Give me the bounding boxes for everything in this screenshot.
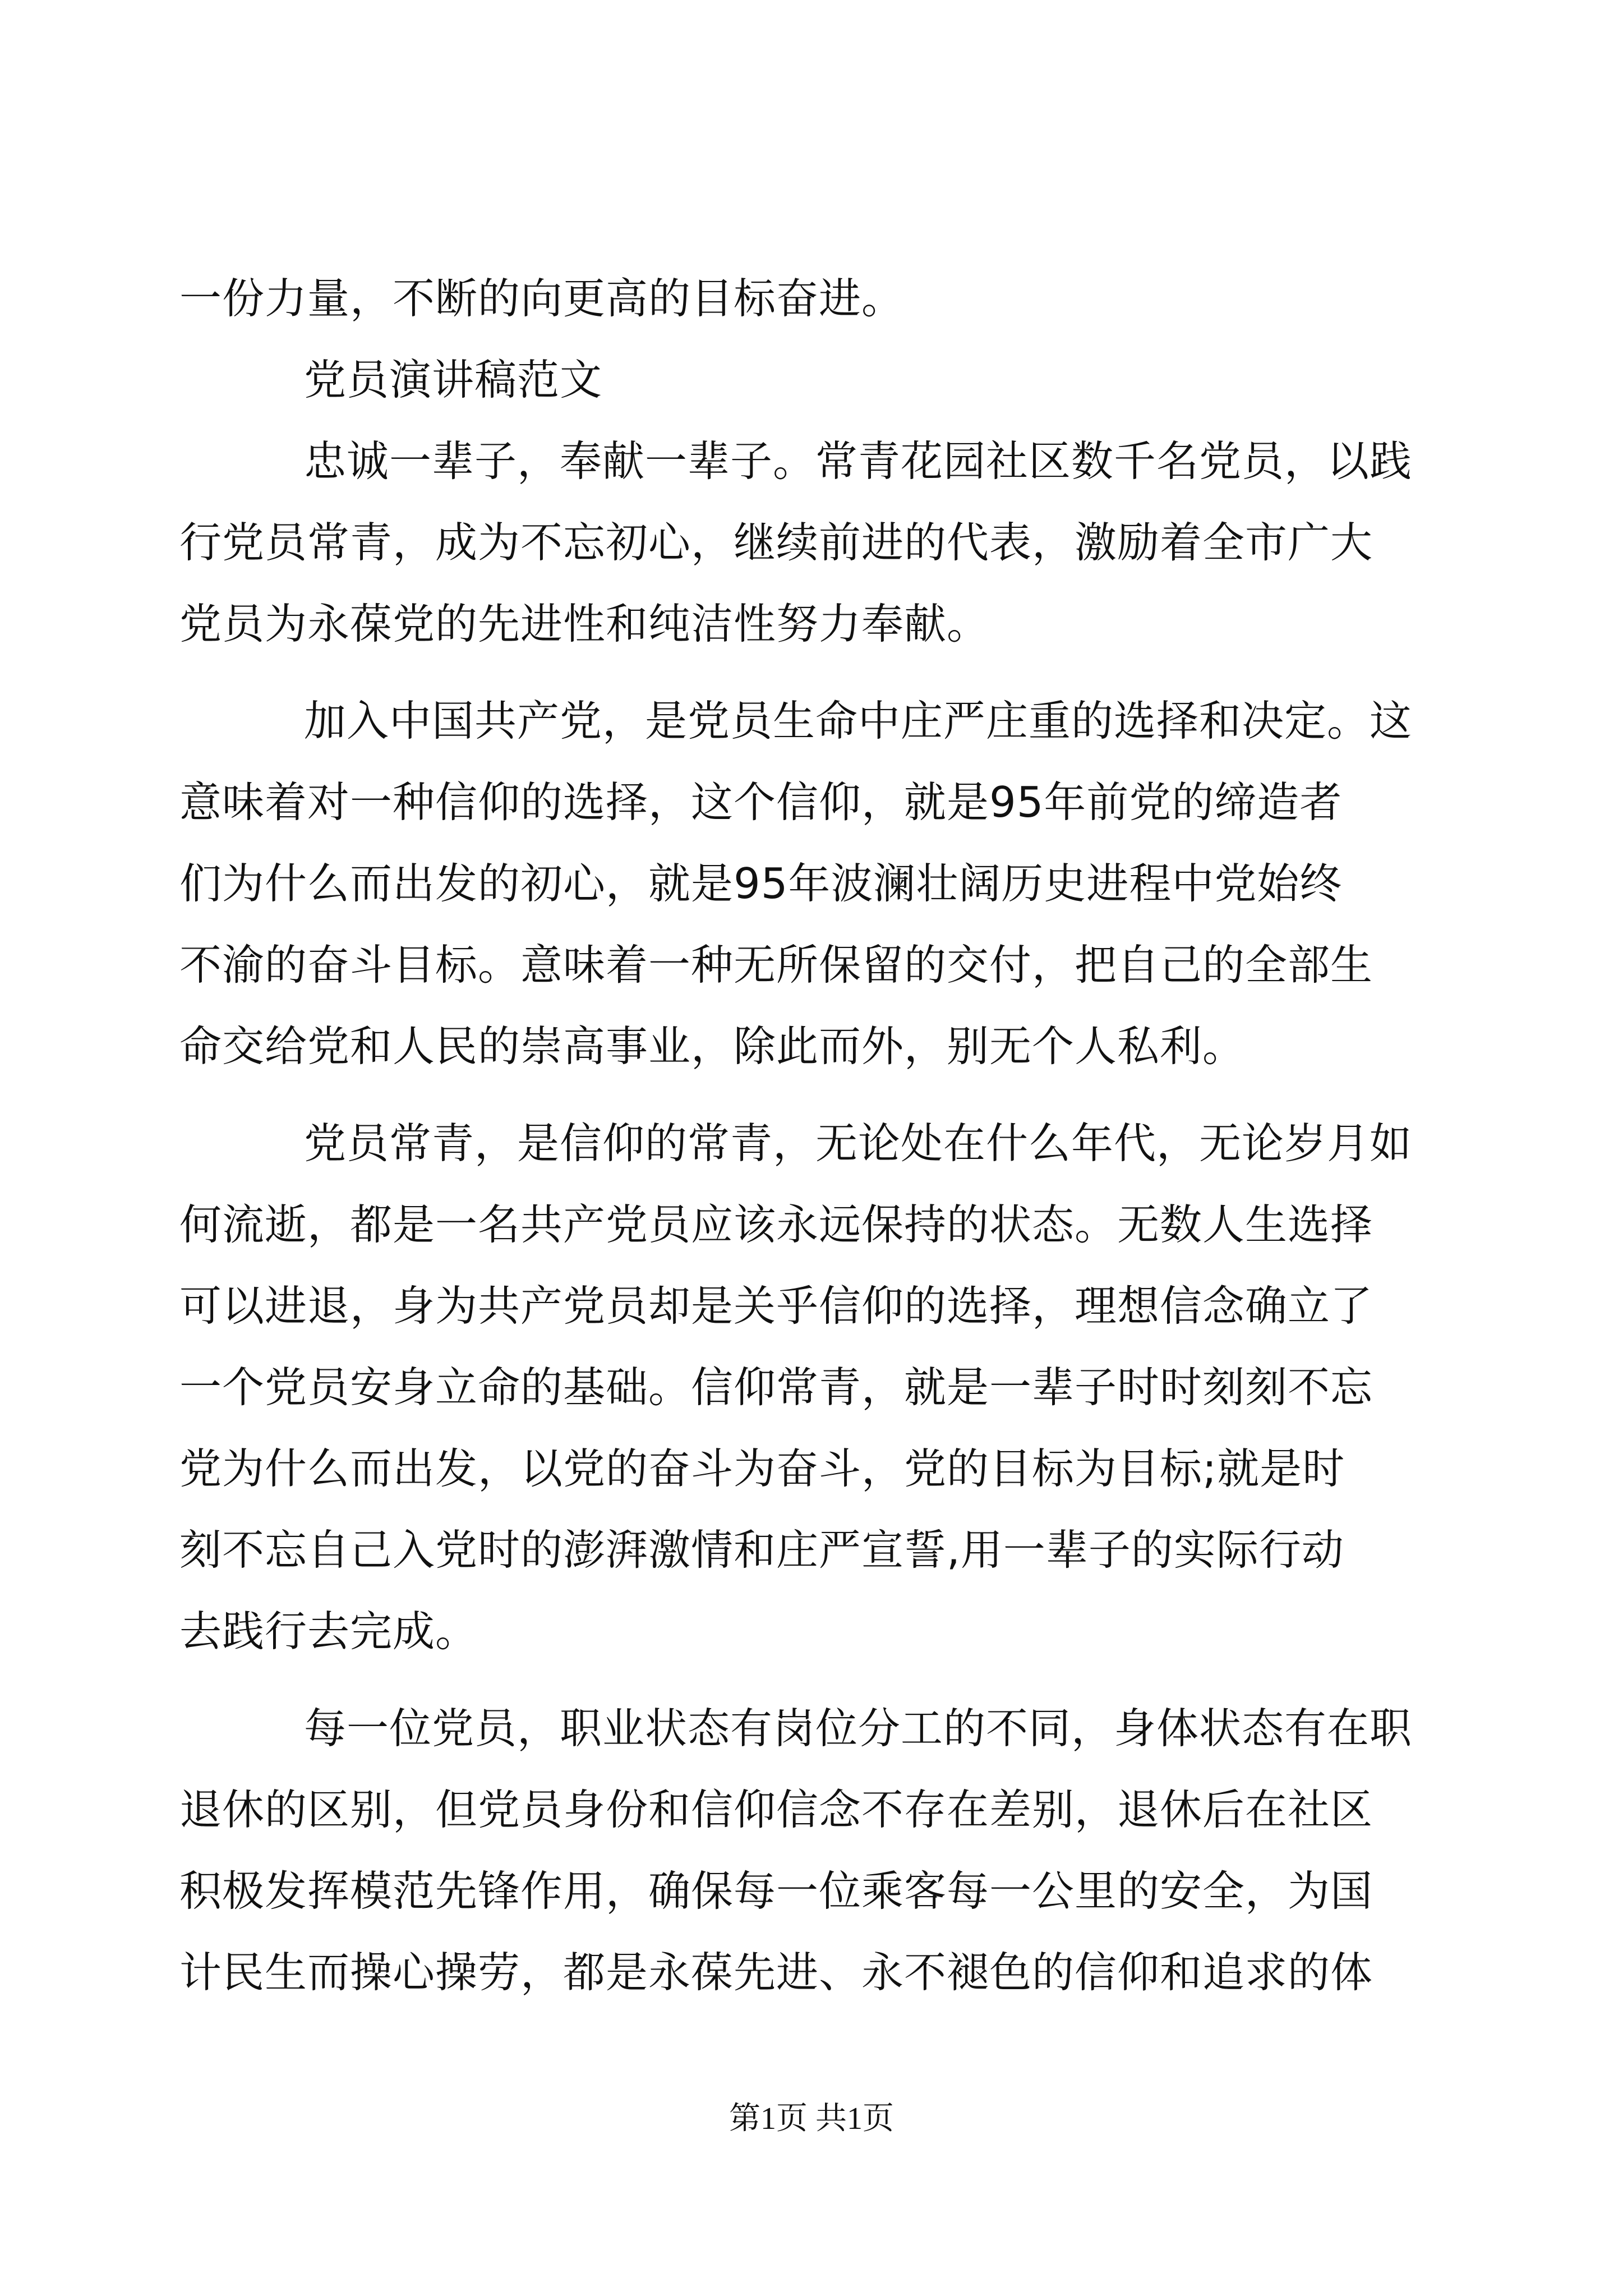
text-line: 意味着对一种信仰的选择，这个信仰，就是95年前党的缔造者 [179,777,1343,827]
text-line: 党员常青，是信仰的常青，无论处在什么年代，无论岁月如 [304,1119,1413,1168]
page-number-footer: 第1页 共1页 [729,2101,894,2136]
text-line: 刻不忘自己入党时的澎湃激情和庄严宣誓,用一辈子的实际行动 [179,1525,1344,1575]
text-line: 党员为永葆党的先进性和纯洁性努力奉献。 [179,599,990,648]
text-line: 何流逝，都是一名共产党员应该永远保持的状态。无数人生选择 [179,1200,1373,1249]
document-body [179,258,1447,2013]
text-line: 计民生而操心操劳，都是永葆先进、永不褪色的信仰和追求的体 [179,1948,1373,1997]
text-line: 一份力量，不断的向更高的目标奋进。 [179,274,905,323]
text-line: 不渝的奋斗目标。意味着一种无所保留的交付，把自己的全部生 [179,940,1373,990]
text-line: 们为什么而出发的初心，就是95年波澜壮阔历史进程中党始终 [179,859,1343,908]
text-line: 去践行去完成。 [179,1607,478,1656]
text-line: 命交给党和人民的崇高事业，除此而外，别无个人私利。 [179,1022,1246,1071]
text-line: 可以进退，身为共产党员却是关乎信仰的选择，理想信念确立了 [179,1281,1373,1331]
text-line: 党为什么而出发，以党的奋斗为奋斗，党的目标为目标;就是时 [179,1444,1345,1493]
text-line: 一个党员安身立命的基础。信仰常青，就是一辈子时时刻刻不忘 [179,1363,1373,1412]
text-line: 加入中国共产党，是党员生命中庄严庄重的选择和决定。这 [304,696,1413,746]
text-line: 积极发挥模范先锋作用，确保每一位乘客每一公里的安全，为国 [179,1866,1373,1916]
text-line: 退休的区别，但党员身份和信仰信念不存在差别，退休后在社区 [179,1785,1373,1834]
section-heading: 党员演讲稿范文 [304,355,603,404]
text-line: 忠诚一辈子，奉献一辈子。常青花园社区数千名党员，以践 [304,436,1413,486]
text-line: 每一位党员，职业状态有岗位分工的不同，身体状态有在职 [304,1704,1413,1753]
text-line: 行党员常青，成为不忘初心，继续前进的代表，激励着全市广大 [179,518,1373,567]
